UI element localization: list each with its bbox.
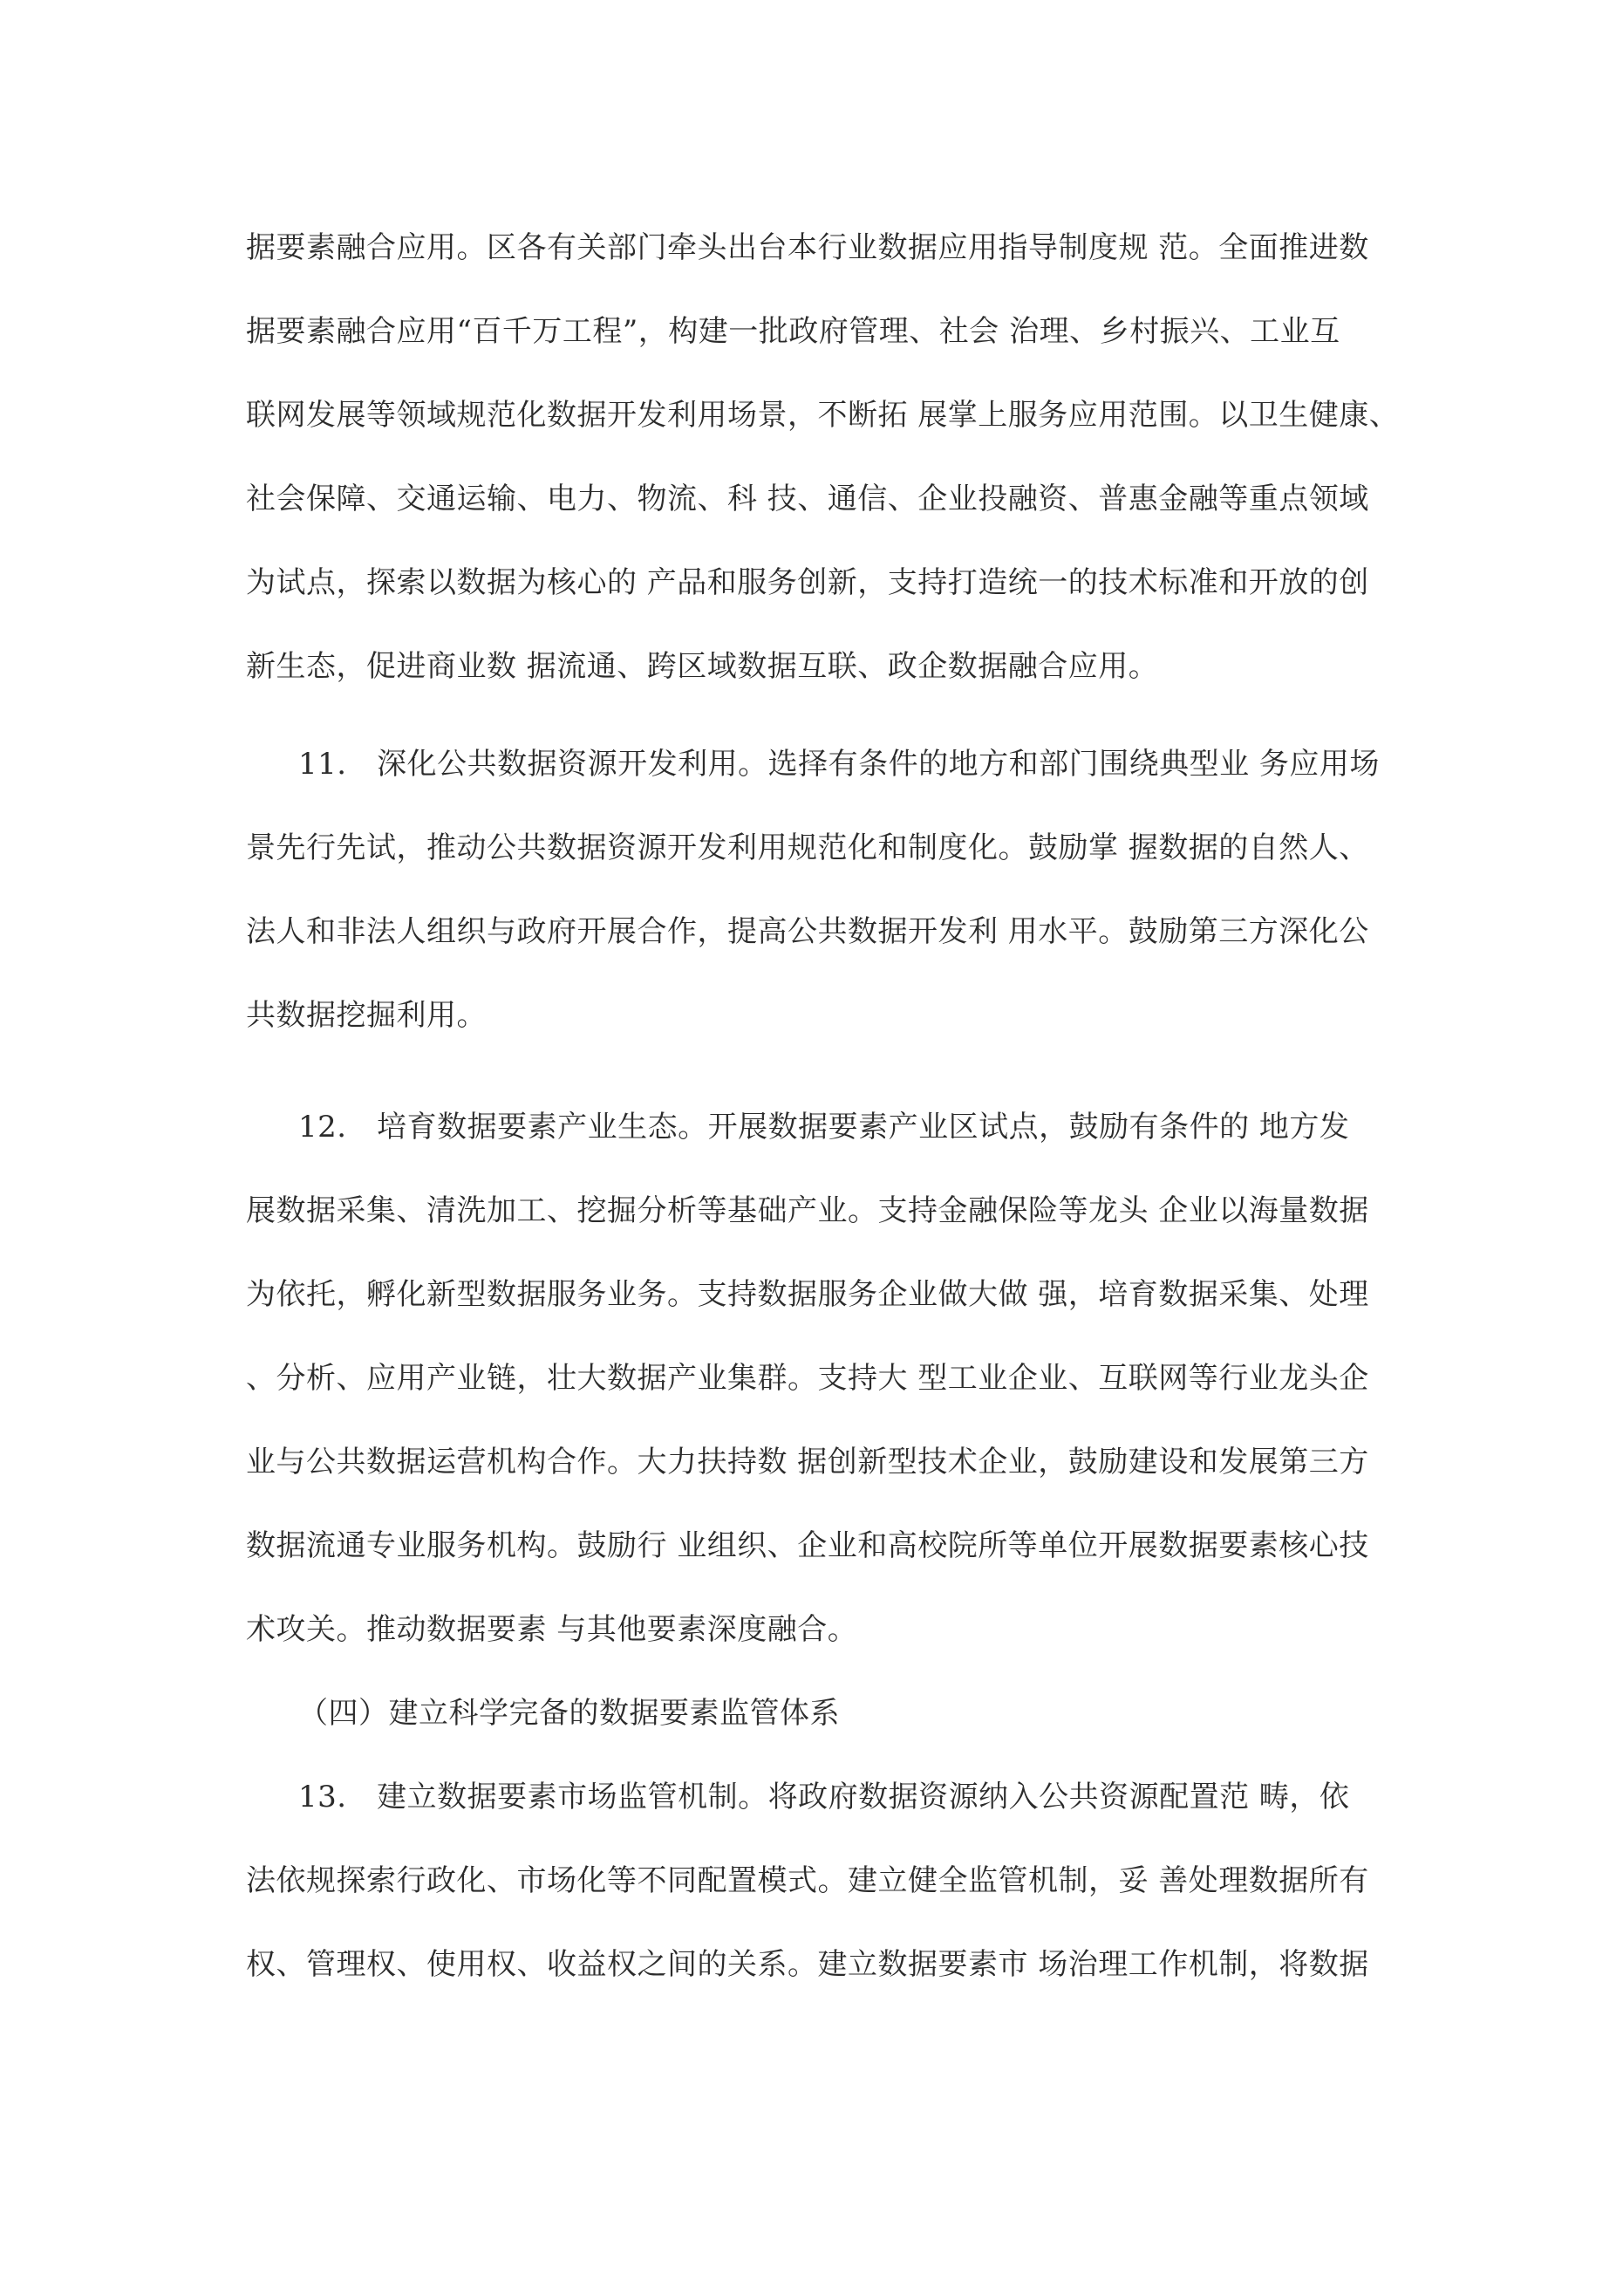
paragraph-line: 业与公共数据运营机构合作。大力扶持数 据创新型技术企业，鼓励建设和发展第三方	[246, 1445, 1369, 1479]
paragraph-line: 11. 深化公共数据资源开发利用。选择有条件的地方和部门围绕典型业 务应用场	[298, 747, 1380, 782]
paragraph-line: 据要素融合应用。区各有关部门牵头出台本行业数据应用指导制度规 范。全面推进数	[246, 230, 1369, 265]
paragraph-line: 法依规探索行政化、市场化等不同配置模式。建立健全监管机制，妥 善处理数据所有	[246, 1863, 1369, 1898]
paragraph-line: 景先行先试，推动公共数据资源开发利用规范化和制度化。鼓励掌 握数据的自然人、	[246, 830, 1369, 865]
paragraph-line: 联网发展等领域规范化数据开发利用场景，不断拓 展掌上服务应用范围。以卫生健康、	[246, 398, 1400, 433]
paragraph-line: 新生态，促进商业数 据流通、跨区域数据互联、政企数据融合应用。	[246, 649, 1159, 684]
paragraph-line: 13. 建立数据要素市场监管机制。将政府数据资源纳入公共资源配置范 畴，依	[298, 1780, 1350, 1814]
paragraph-line: 共数据挖掘利用。	[246, 998, 487, 1033]
paragraph-line: 数据流通专业服务机构。鼓励行 业组织、企业和高校院所等单位开展数据要素核心技	[246, 1528, 1369, 1563]
paragraph-line: 权、管理权、使用权、收益权之间的关系。建立数据要素市 场治理工作机制，将数据	[246, 1947, 1369, 1982]
paragraph-line: 据要素融合应用“百千万工程”，构建一批政府管理、社会 治理、乡村振兴、工业互	[246, 314, 1340, 349]
paragraph-line: 展数据采集、清洗加工、挖掘分析等基础产业。支持金融保险等龙头 企业以海量数据	[246, 1193, 1369, 1228]
paragraph-line: 术攻关。推动数据要素 与其他要素深度融合。	[246, 1612, 858, 1647]
paragraph-line: 为依托，孵化新型数据服务业务。支持数据服务企业做大做 强，培育数据采集、处理	[246, 1277, 1369, 1312]
paragraph-line: 、分析、应用产业链，壮大数据产业集群。支持大 型工业企业、互联网等行业龙头企	[246, 1361, 1369, 1396]
section-heading: （四）建立科学完备的数据要素监管体系	[298, 1696, 840, 1731]
paragraph-line: 社会保障、交通运输、电力、物流、科 技、通信、企业投融资、普惠金融等重点领域	[246, 482, 1369, 516]
paragraph-line: 法人和非法人组织与政府开展合作，提高公共数据开发利 用水平。鼓励第三方深化公	[246, 914, 1369, 949]
paragraph-line: 12. 培育数据要素产业生态。开展数据要素产业区试点，鼓励有条件的 地方发	[298, 1110, 1350, 1145]
paragraph-line: 为试点，探索以数据为核心的 产品和服务创新，支持打造统一的技术标准和开放的创	[246, 565, 1369, 600]
